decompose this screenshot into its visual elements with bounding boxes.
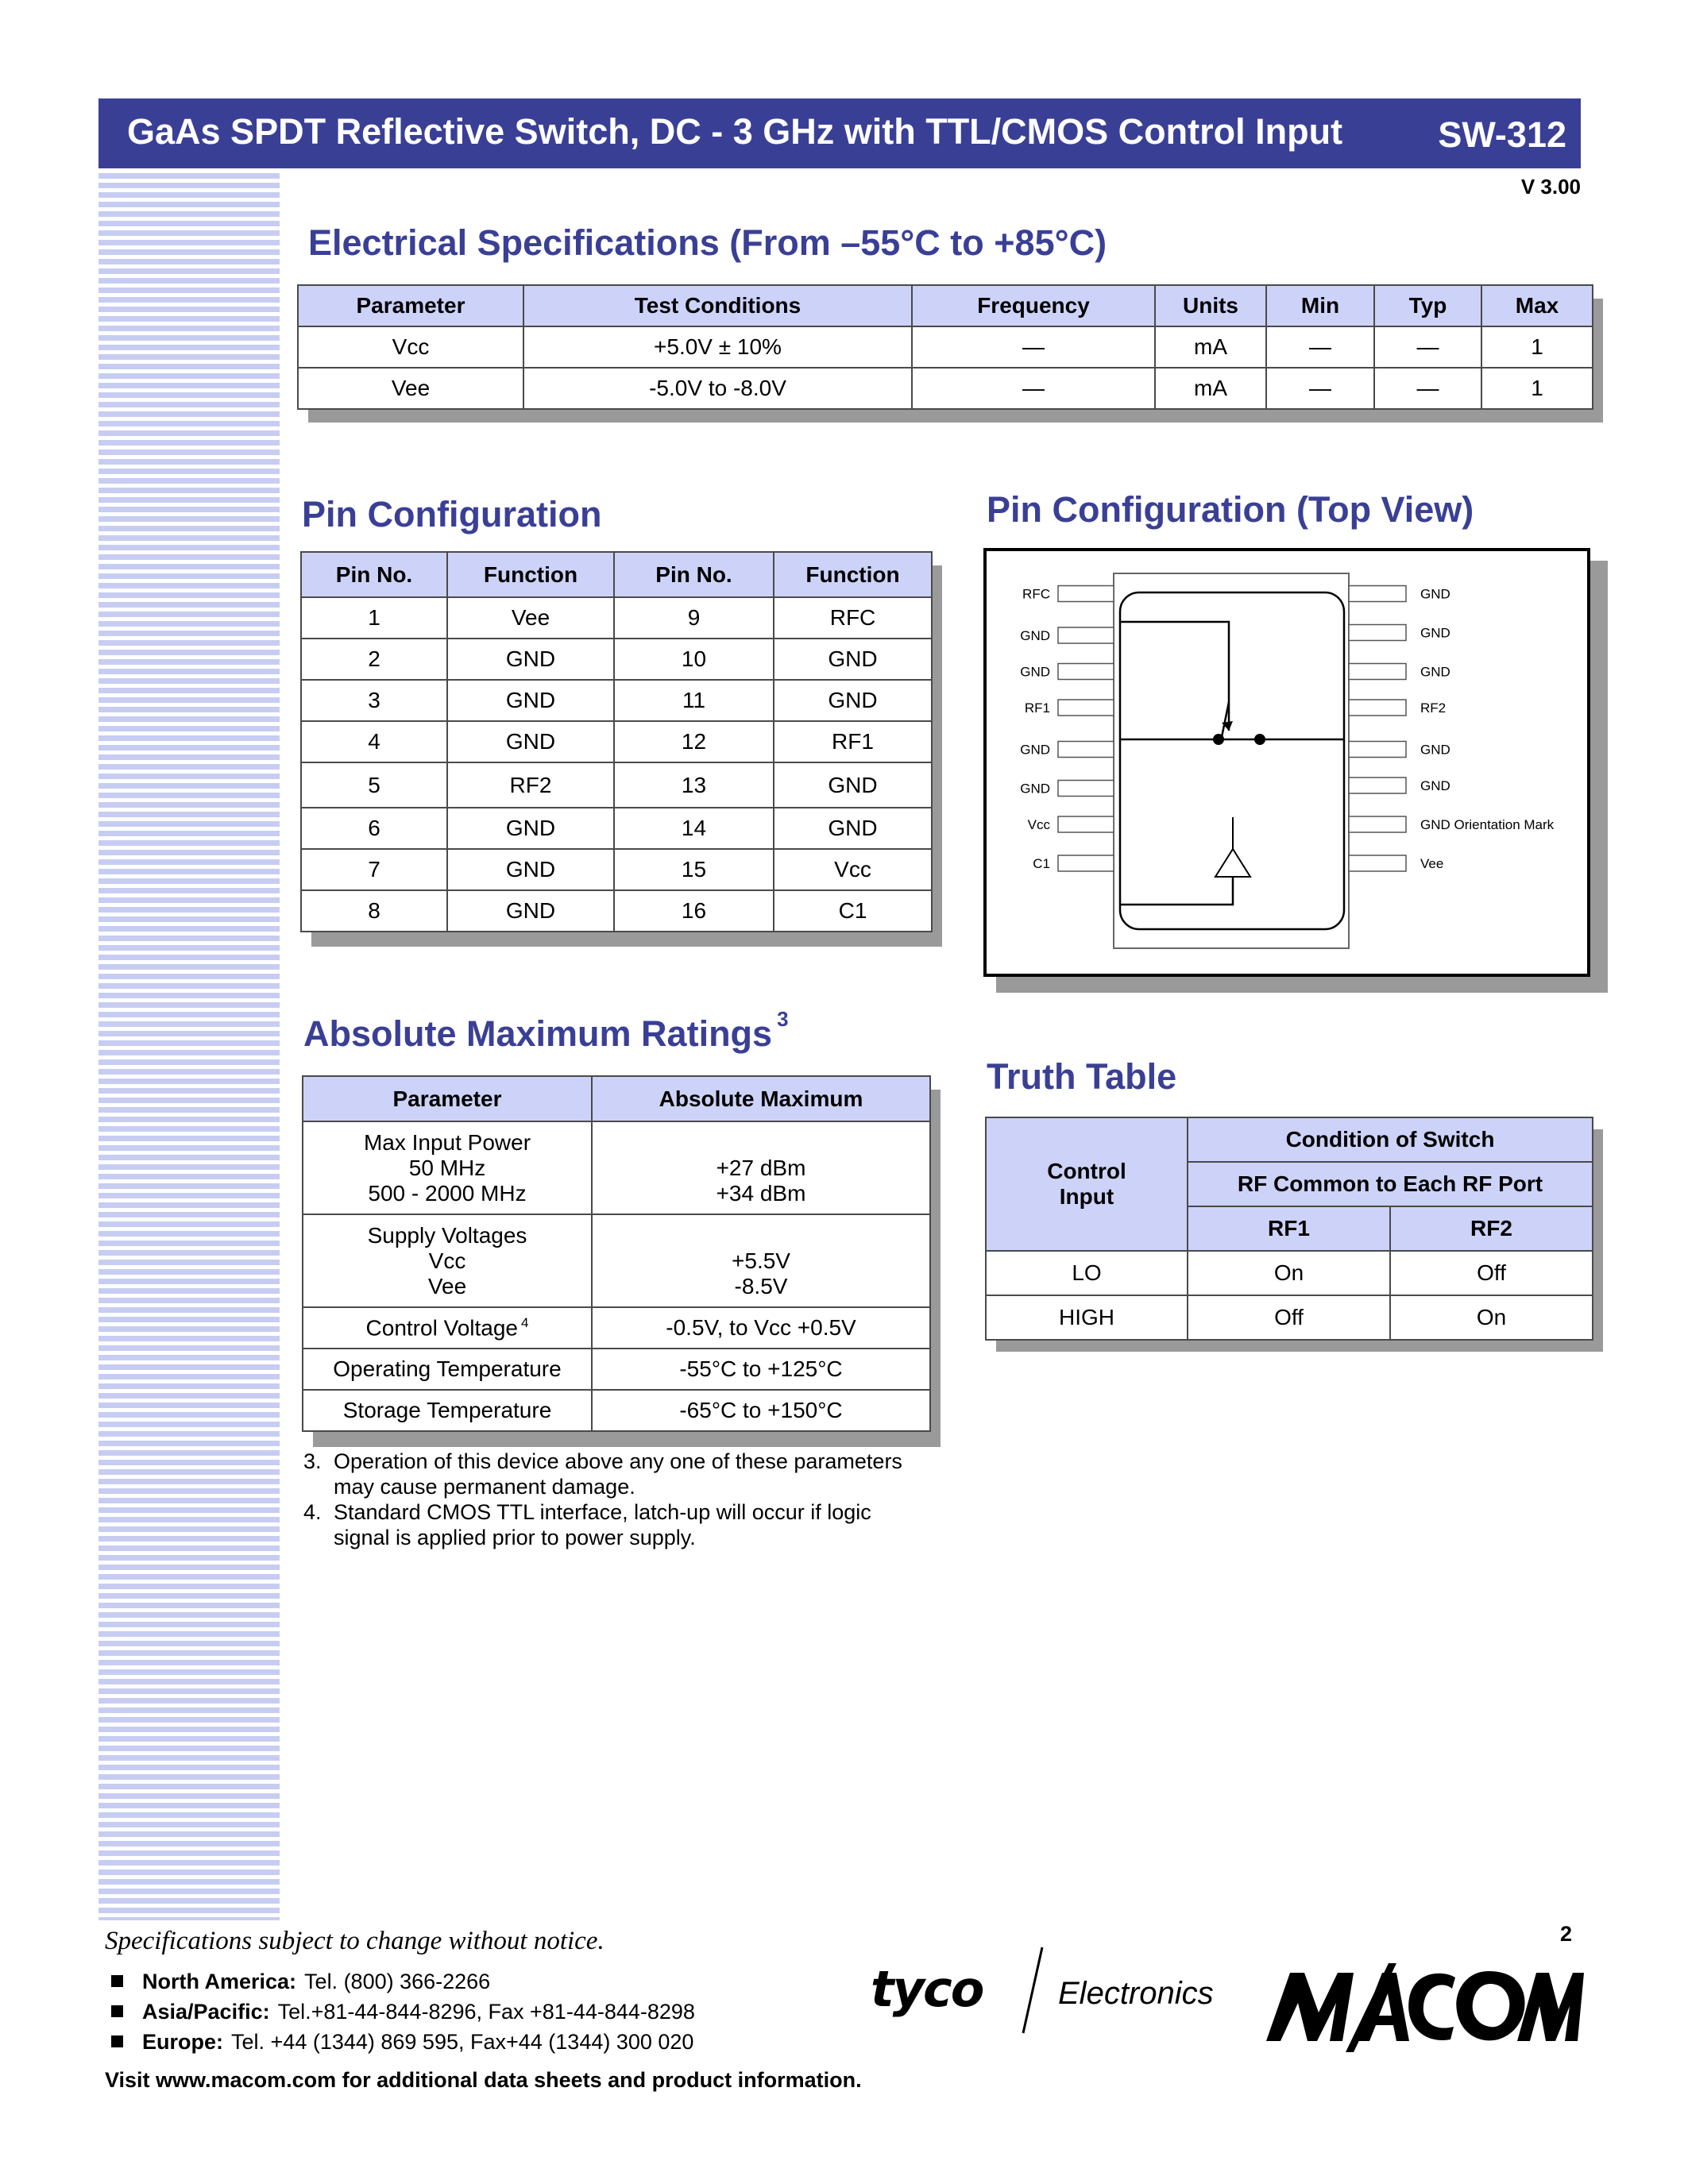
pin-label-right: GND [1420, 586, 1450, 602]
column-header: Test Conditions [523, 285, 912, 326]
footnote-number: 4. [303, 1500, 322, 1524]
tyco-electronics-logo [871, 1943, 1236, 2038]
electrical-specs-title: Electrical Specifications (From –55°C to +85°C) [308, 222, 1107, 263]
table-cell: Operating Temperature [303, 1349, 592, 1390]
table-cell: Vcc [774, 849, 932, 890]
package-pin-left [1058, 664, 1114, 680]
cell-line: 50 MHz [408, 1155, 486, 1180]
table-cell: 15 [614, 849, 774, 890]
package-pin-left [1058, 586, 1114, 602]
column-header: Parameter [303, 1076, 592, 1121]
pin-label-left: GND [1020, 781, 1050, 797]
cell-line: +5.5V [732, 1248, 790, 1273]
pin-label-left: GND [1020, 628, 1050, 643]
table-header-row [303, 1076, 930, 1121]
table-cell: Storage Temperature [303, 1390, 592, 1431]
table-cell: 9 [614, 597, 774, 639]
table-row [301, 639, 932, 680]
table-cell: On [1188, 1251, 1390, 1295]
table-cell: GND [447, 808, 614, 849]
pin-label-left: GND [1020, 742, 1050, 758]
abs-max-notes [303, 1449, 931, 1550]
table-header-row [301, 552, 932, 597]
table-cell: 13 [614, 762, 774, 808]
footnote-text: Standard CMOS TTL interface, latch-up will occur if logic signal is applied prior to power supply. [334, 1500, 871, 1549]
top-view-diagram-frame [983, 548, 1590, 977]
table-cell: 1 [301, 597, 447, 639]
logo-slash-icon [1015, 1943, 1047, 2038]
table-cell: 1 [1481, 326, 1593, 368]
bullet-square-icon [111, 2035, 123, 2047]
table-cell: — [912, 368, 1155, 409]
part-number: SW-312 [1438, 114, 1566, 155]
table-row [303, 1307, 930, 1349]
package-pin-left [1058, 742, 1114, 758]
table-row [303, 1121, 930, 1214]
table-row [298, 368, 1593, 409]
cell-line: Max Input Power [363, 1129, 531, 1155]
pin-config-title: Pin Configuration [302, 494, 602, 534]
table-cell: 1 [1481, 368, 1593, 409]
package-pin-right [1349, 700, 1406, 716]
table-cell [592, 1214, 930, 1307]
table-cell: mA [1155, 326, 1266, 368]
table-cell: GND [774, 762, 932, 808]
table-cell: On [1390, 1295, 1593, 1340]
contact-info: Tel.+81-44-844-8296, Fax +81-44-844-8298 [277, 2000, 695, 2024]
package-pin-right [1349, 586, 1406, 602]
control-input-header-text: Control Input [1047, 1159, 1126, 1209]
cell-line: -8.5V [734, 1273, 788, 1298]
table-header-row [986, 1117, 1593, 1162]
package-pin-right [1349, 855, 1406, 871]
column-header: Parameter [298, 285, 523, 326]
package-pin-right [1349, 625, 1406, 641]
table-cell [592, 1121, 930, 1214]
table-cell: -5.0V to -8.0V [523, 368, 912, 409]
footnote [303, 1499, 931, 1550]
contact-north-america [111, 1970, 490, 1994]
package-pin-right [1349, 742, 1406, 758]
cell-line: Vcc [428, 1248, 466, 1273]
column-header: Absolute Maximum [592, 1076, 930, 1121]
table-cell: Vee [447, 597, 614, 639]
pin-label-left: C1 [1033, 856, 1050, 871]
cell-line: +27 dBm [716, 1155, 806, 1180]
footnote-number: 3. [303, 1449, 322, 1473]
package-pin-left [1058, 855, 1114, 871]
table-row [986, 1295, 1593, 1340]
table-row [303, 1214, 930, 1307]
table-cell: Vee [298, 368, 523, 409]
switch-contact-rf2 [1254, 734, 1265, 745]
contact-asia-pacific [111, 2000, 695, 2024]
truth-table-title: Truth Table [987, 1056, 1177, 1097]
table-row [301, 721, 932, 762]
table-cell: GND [447, 721, 614, 762]
table-cell: 6 [301, 808, 447, 849]
table-row [986, 1251, 1593, 1295]
column-header: Pin No. [301, 552, 447, 597]
electrical-specs-table [297, 284, 1593, 410]
table-cell: HIGH [986, 1295, 1188, 1340]
pin-label-right: Vee [1420, 856, 1444, 871]
table-row [301, 849, 932, 890]
macom-logo [1266, 1962, 1584, 2054]
condition-header: Condition of Switch [1188, 1117, 1593, 1162]
table-cell: — [1374, 368, 1481, 409]
table-cell: — [1374, 326, 1481, 368]
abs-max-table [302, 1075, 931, 1432]
table-cell: 4 [301, 721, 447, 762]
pin-label-right: GND [1420, 625, 1450, 641]
table-cell: GND [447, 680, 614, 721]
footnote-text: Operation of this device above any one of these parameters may cause permanent damage. [334, 1449, 902, 1499]
bullet-square-icon [111, 2005, 123, 2017]
pin-label-left: RFC [1022, 586, 1050, 602]
footnote [303, 1449, 931, 1499]
table-row [301, 597, 932, 639]
contact-info: Tel. +44 (1344) 869 595, Fax+44 (1344) 300 020 [231, 2030, 694, 2054]
table-cell: GND [447, 890, 614, 932]
table-cell: — [912, 326, 1155, 368]
pin-label-right: GND [1420, 664, 1450, 680]
pin-config-table [300, 551, 933, 932]
control-input-header [986, 1117, 1188, 1251]
cell-line: +34 dBm [716, 1180, 806, 1206]
package-pin-left [1058, 627, 1114, 643]
table-cell: 14 [614, 808, 774, 849]
table-cell: GND [447, 849, 614, 890]
table-cell: -55°C to +125°C [592, 1349, 930, 1390]
package-pin-right [1349, 816, 1406, 832]
package-pin-right [1349, 664, 1406, 680]
column-header: Function [447, 552, 614, 597]
footnote-ref: 3 [777, 1007, 789, 1031]
contact-info: Tel. (800) 366-2266 [304, 1970, 491, 1993]
table-cell [303, 1307, 592, 1349]
table-row [303, 1349, 930, 1390]
table-row [301, 762, 932, 808]
table-cell: C1 [774, 890, 932, 932]
table-cell: LO [986, 1251, 1188, 1295]
table-cell: 3 [301, 680, 447, 721]
cell-line: Supply Voltages [367, 1222, 527, 1248]
table-cell: 10 [614, 639, 774, 680]
table-cell: — [1266, 368, 1374, 409]
column-header: RF2 [1390, 1206, 1593, 1251]
table-cell: -0.5V, to Vcc +0.5V [592, 1307, 930, 1349]
pin-label-left: RF1 [1024, 700, 1050, 716]
column-header: Typ [1374, 285, 1481, 326]
visit-website-text: Visit www.macom.com for additional data sheets and product information. [105, 2068, 862, 2092]
column-header: Min [1266, 285, 1374, 326]
table-cell: GND [774, 639, 932, 680]
table-cell: GND [774, 808, 932, 849]
table-cell: Off [1390, 1251, 1593, 1295]
footnote-ref: 4 [521, 1314, 529, 1330]
column-header: Frequency [912, 285, 1155, 326]
switch-contact-rf1 [1213, 734, 1224, 745]
pin-label-right: RF2 [1420, 700, 1447, 716]
subheader: RF Common to Each RF Port [1188, 1162, 1593, 1206]
column-header: RF1 [1188, 1206, 1390, 1251]
truth-table [985, 1117, 1593, 1341]
cell-text: Control Voltage [365, 1315, 518, 1341]
package-pin-right [1349, 778, 1406, 793]
top-view-title: Pin Configuration (Top View) [987, 489, 1474, 530]
column-header: Max [1481, 285, 1593, 326]
column-header: Pin No. [614, 552, 774, 597]
pin-label-left: GND [1020, 664, 1050, 680]
table-row [298, 326, 1593, 368]
table-cell: GND [447, 639, 614, 680]
table-cell [303, 1121, 592, 1214]
table-cell: 12 [614, 721, 774, 762]
contact-region: North America: [142, 1970, 297, 1993]
table-cell: mA [1155, 368, 1266, 409]
table-cell: — [1266, 326, 1374, 368]
package-pin-left [1058, 700, 1114, 716]
abs-max-title [303, 1007, 789, 1055]
contact-region: Asia/Pacific: [142, 2000, 270, 2024]
table-cell: Vcc [298, 326, 523, 368]
table-row [301, 680, 932, 721]
table-cell: 11 [614, 680, 774, 721]
abs-max-title-text: Absolute Maximum Ratings [303, 1013, 773, 1054]
table-header-row [298, 285, 1593, 326]
pin-label-left: Vcc [1027, 817, 1050, 832]
table-cell: +5.0V ± 10% [523, 326, 912, 368]
package-pin-left [1058, 781, 1114, 797]
tyco-wordmark: tyco [871, 1960, 983, 2018]
table-row [303, 1390, 930, 1431]
table-cell: 16 [614, 890, 774, 932]
table-cell: RF1 [774, 721, 932, 762]
table-cell: -65°C to +150°C [592, 1390, 930, 1431]
header-bar [98, 98, 1581, 168]
document-title: GaAs SPDT Reflective Switch, DC - 3 GHz with TTL/CMOS Control Input [127, 111, 1343, 152]
table-row [301, 890, 932, 932]
pin-label-right: GND [1420, 778, 1450, 793]
side-stripe-decoration [98, 173, 280, 1920]
pin-label-right: GND [1420, 742, 1450, 758]
page-number: 2 [1560, 1922, 1573, 1946]
pin-label-right: GND Orientation Mark [1420, 817, 1555, 832]
table-cell: 7 [301, 849, 447, 890]
column-header: Units [1155, 285, 1266, 326]
table-cell: GND [774, 680, 932, 721]
electronics-wordmark: Electronics [1058, 1976, 1214, 2011]
contact-region: Europe: [142, 2030, 224, 2054]
table-cell: 5 [301, 762, 447, 808]
table-cell: RF2 [447, 762, 614, 808]
contact-europe [111, 2030, 693, 2055]
package-top-view-diagram [987, 551, 1587, 974]
cell-line: Vee [427, 1273, 467, 1298]
table-cell [303, 1214, 592, 1307]
table-cell: Off [1188, 1295, 1390, 1340]
package-pin-left [1058, 816, 1114, 832]
table-cell: 8 [301, 890, 447, 932]
version-label: V 3.00 [1520, 175, 1581, 199]
bullet-square-icon [111, 1975, 123, 1987]
table-cell: RFC [774, 597, 932, 639]
column-header: Function [774, 552, 932, 597]
cell-line: 500 - 2000 MHz [368, 1180, 527, 1206]
table-cell: 2 [301, 639, 447, 680]
table-row [301, 808, 932, 849]
disclaimer-text: Specifications subject to change without notice. [105, 1927, 605, 1955]
